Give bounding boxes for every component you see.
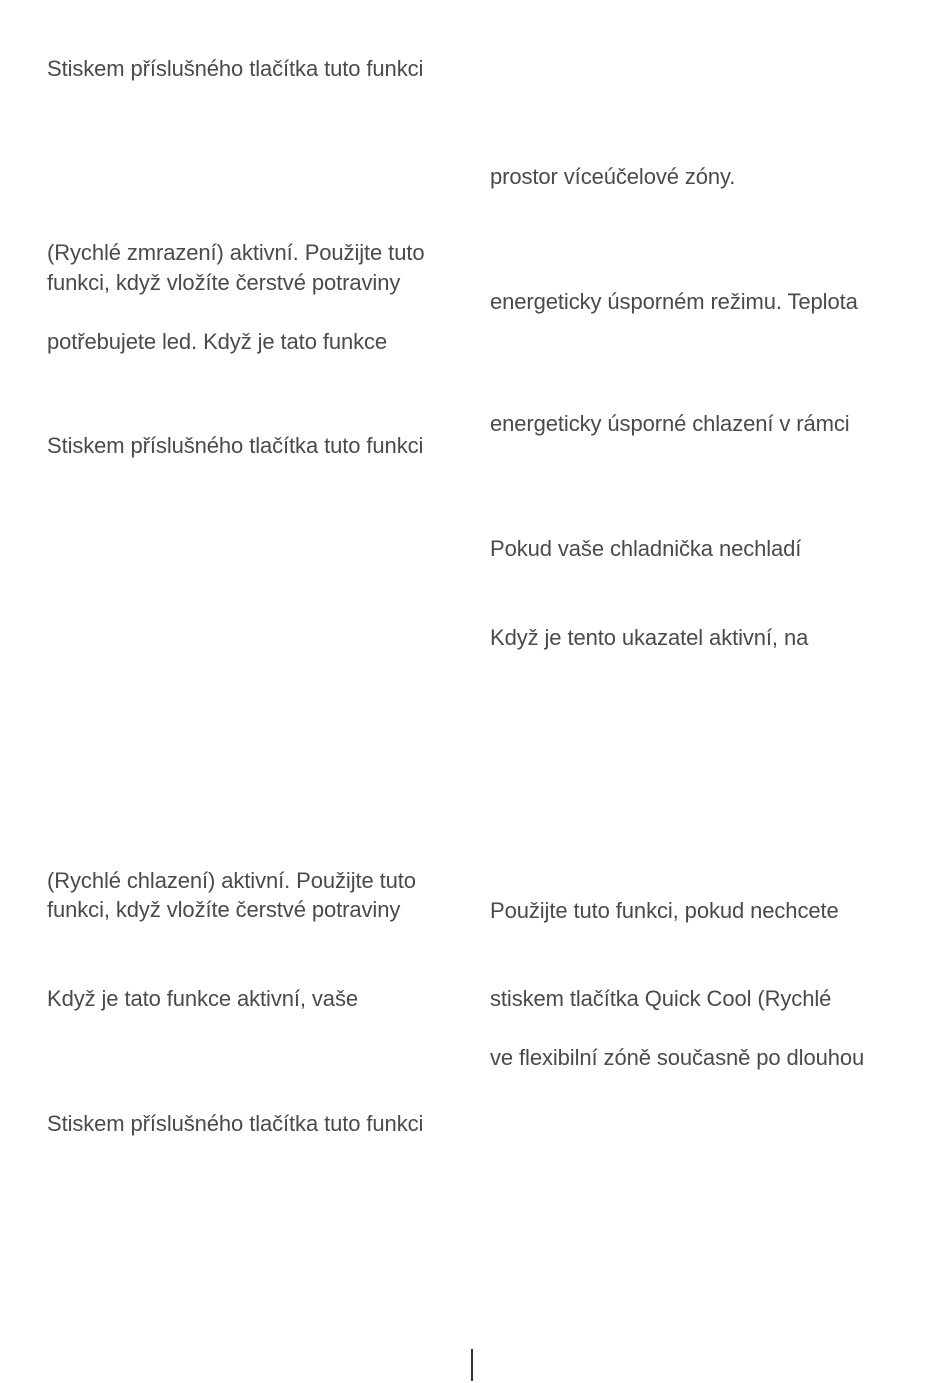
left-text-line: funkci, když vložíte čerstvé potraviny xyxy=(47,897,401,922)
right-text-line: Pokud vaše chladnička nechladí xyxy=(490,536,802,561)
left-text-line: Stiskem příslušného tlačítka tuto funkci xyxy=(47,56,424,81)
right-text-line: Když je tento ukazatel aktivní, na xyxy=(490,625,809,650)
left-text-line: potřebujete led. Když je tato funkce xyxy=(47,329,388,354)
left-text-line: (Rychlé zmrazení) aktivní. Použijte tuto xyxy=(47,240,425,265)
right-text-line: Použijte tuto funkci, pokud nechcete xyxy=(490,898,839,923)
left-text-line: funkci, když vložíte čerstvé potraviny xyxy=(47,270,401,295)
right-text-line: energeticky úsporném režimu. Teplota xyxy=(490,289,858,314)
page-divider-mark xyxy=(471,1349,473,1381)
right-text-line: energeticky úsporné chlazení v rámci xyxy=(490,411,850,436)
left-text-line: Stiskem příslušného tlačítka tuto funkci xyxy=(47,1111,424,1136)
left-text-line: (Rychlé chlazení) aktivní. Použijte tuto xyxy=(47,868,416,893)
left-text-line: Stiskem příslušného tlačítka tuto funkci xyxy=(47,433,424,458)
right-text-line: stiskem tlačítka Quick Cool (Rychlé xyxy=(490,986,832,1011)
right-text-line: ve flexibilní zóně současně po dlouhou xyxy=(490,1045,865,1070)
right-text-line: prostor víceúčelové zóny. xyxy=(490,164,736,189)
left-text-line: Když je tato funkce aktivní, vaše xyxy=(47,986,358,1011)
